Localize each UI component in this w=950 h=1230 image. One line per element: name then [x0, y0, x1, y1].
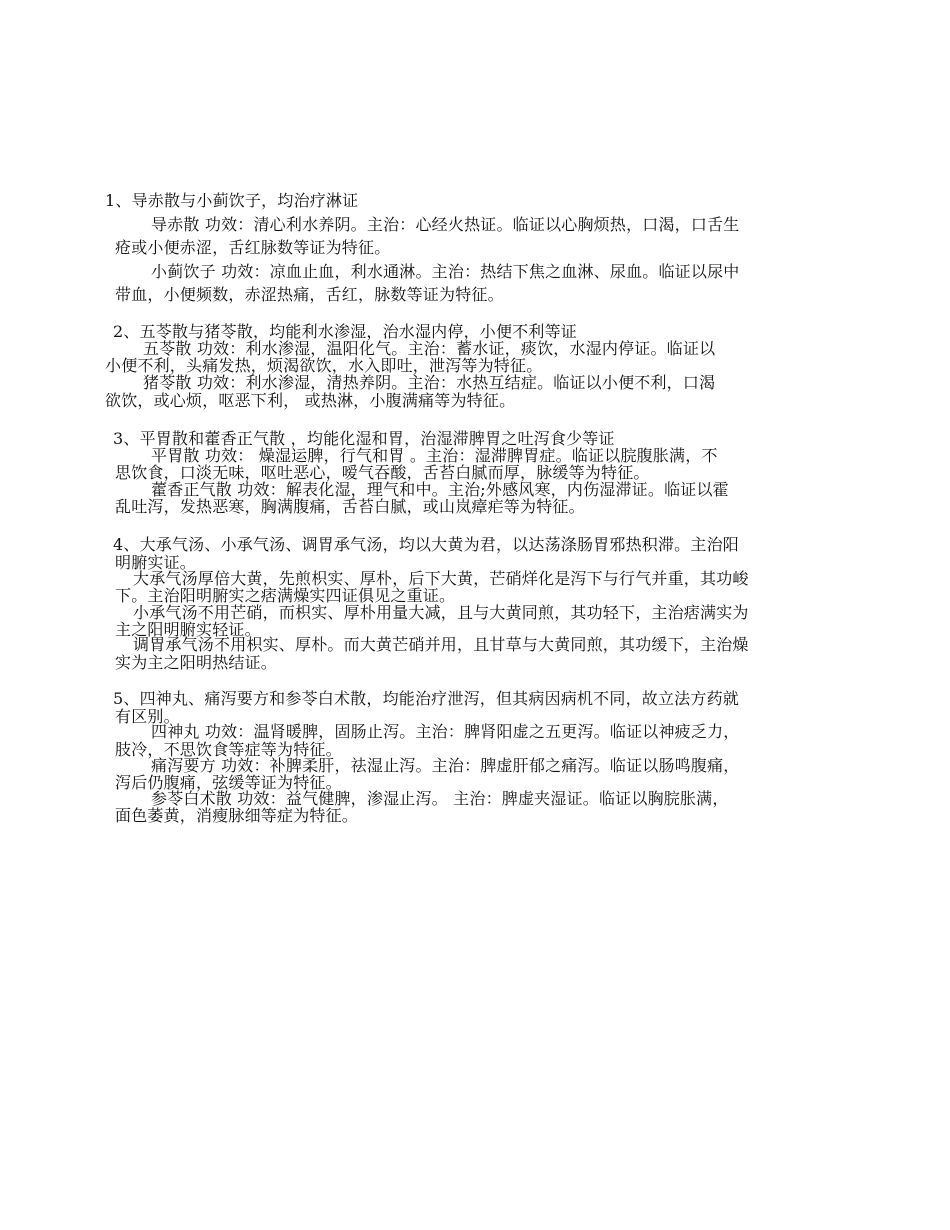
section-3-entry-2-line-1: 藿香正气散 功效：解表化湿，理气和中。主治;外感风寒，内伤湿滞证。临证以霍 — [151, 480, 729, 499]
section-5-entry-2-line-1: 痛泻要方 功效：补脾柔肝，祛湿止泻。主治：脾虚肝郁之痛泻。临证以肠鸣腹痛， — [151, 756, 740, 775]
section-5-heading-cont: 有区别。 — [115, 707, 180, 726]
section-4-entry-1-line-2: 下。主治阳明腑实之痞满燥实四证俱见之重证。 — [115, 586, 456, 605]
section-4-entry-3-line-2: 实为主之阳明热结证。 — [115, 653, 278, 672]
section-4-entry-1-line-1: 大承气汤厚倍大黄，先煎枳实、厚朴，后下大黄，芒硝烊化是泻下与行气并重，其功峻 — [133, 569, 749, 588]
section-2-entry-1-line-2: 小便不利，头痛发热，烦渴欲饮，水入即吐，泄泻等为特征。 — [105, 356, 543, 375]
section-2-entry-2-line-1: 猪苓散 功效：利水渗湿，清热养阴。主治：水热互结症。临证以小便不利，口渴 — [143, 373, 716, 392]
section-4-heading-cont: 明腑实证。 — [115, 553, 197, 572]
section-1-entry-2-line-1: 小蓟饮子 功效：凉血止血，利水通淋。主治：热结下焦之血淋、尿血。临证以尿中 — [151, 262, 740, 281]
section-1-entry-1-line-1: 导赤散 功效：清心利水养阴。主治：心经火热证。临证以心胸烦热，口渴，口舌生 — [151, 215, 740, 234]
section-4-heading: 4、大承气汤、小承气汤、调胃承气汤，均以大黄为君，以达荡涤肠胃邪热积滞。主治阳 — [113, 535, 739, 554]
section-4-entry-2-line-2: 主之阳明腑实轻证。 — [115, 620, 261, 639]
section-1-entry-1-line-2: 疮或小便赤涩，舌红脉数等证为特征。 — [115, 238, 391, 257]
section-5-entry-1-line-2: 肢冷，不思饮食等症等为特征。 — [115, 740, 342, 759]
section-4-entry-3-line-1: 调胃承气汤不用枳实、厚朴。而大黄芒硝并用，且甘草与大黄同煎，其功缓下，主治燥 — [133, 635, 749, 654]
section-1-heading: 1、导赤散与小蓟饮子，均治疗淋证 — [105, 191, 359, 210]
section-2-heading: 2、五苓散与猪苓散，均能利水渗湿，治水湿内停，小便不利等证 — [113, 322, 577, 341]
section-5-heading: 5、四神丸、痛泻要方和参苓白术散，均能治疗泄泻，但其病因病机不同，故立法方药就 — [113, 689, 739, 708]
section-3-entry-2-line-2: 乱吐泻，发热恶寒，胸满腹痛，舌苔白腻，或山岚瘴疟等为特征。 — [115, 497, 585, 516]
section-2-entry-1-line-1: 五苓散 功效：利水渗湿，温阳化气。主治：蓄水证，痰饮，水湿内停证。临证以 — [143, 339, 716, 358]
section-5-entry-1-line-1: 四神丸 功效：温肾暖脾，固肠止泻。主治：脾肾阳虚之五更泻。临证以神疲乏力， — [151, 722, 740, 741]
section-3-heading: 3、平胃散和藿香正气散 ，均能化湿和胃，治湿滞脾胃之吐泻食少等证 — [113, 429, 615, 448]
section-1-entry-2-line-2: 带血，小便频数，赤涩热痛，舌红，脉数等证为特征。 — [115, 285, 504, 304]
section-3-entry-1-line-2: 思饮食，口淡无味，呕吐恶心，嗳气吞酸，舌苔白腻而厚，脉缓等为特征。 — [115, 463, 650, 482]
section-5-entry-3-line-2: 面色萎黄，消瘦脉细等症为特征。 — [115, 806, 359, 825]
section-2-entry-2-line-2: 欲饮，或心烦，呕恶下利， 或热淋，小腹满痛等为特征。 — [105, 391, 516, 410]
section-4-entry-2-line-1: 小承气汤不用芒硝，而枳实、厚朴用量大减，且与大黄同煎，其功轻下，主治痞满实为 — [133, 603, 749, 622]
section-3-entry-1-line-1: 平胃散 功效： 燥湿运脾，行气和胃 。主治：湿滞脾胃症。临证以脘腹胀满，不 — [151, 446, 718, 465]
section-5-entry-2-line-2: 泻后仍腹痛，弦缓等证为特征。 — [115, 773, 342, 792]
section-5-entry-3-line-1: 参苓白术散 功效：益气健脾，渗湿止泻。 主治：脾虚夹湿证。临证以胸脘胀满， — [151, 789, 729, 808]
